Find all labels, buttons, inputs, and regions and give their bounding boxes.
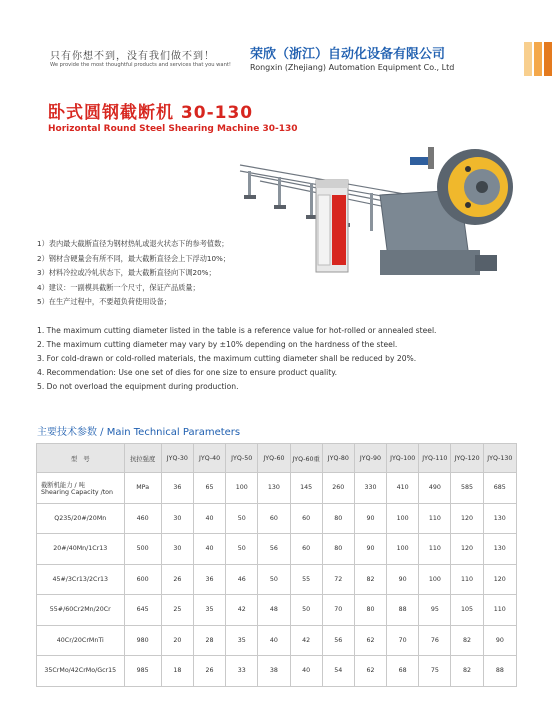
table-cell: 105 [451,595,483,626]
product-title-en: Horizontal Round Steel Shearing Machine 30-130 [48,124,298,134]
notes-en [37,324,436,394]
table-cell: 460 [124,503,161,534]
row-label [37,534,125,565]
row-label-text: 45#/3Cr13/2Cr13 [52,575,109,583]
company-name-en: Rongxin (Zhejiang) Automation Equipment Co., Ltd [250,63,455,72]
table-cell: 88 [387,595,419,626]
table-header-cell: JYQ-30 [161,444,193,473]
row-label-text: 35CrMo/42CrMo/Gcr15 [44,667,117,675]
table-cell: 60 [290,503,322,534]
table-cell: 685 [483,473,516,504]
machine-photo [230,135,530,285]
row-label [37,564,125,595]
slogan-en: We provide the most thoughtful products and services that you want! [50,62,232,68]
note-cn-item: 3）材料冷拉或冷轧状态下，最大截断直径向下调20%； [37,268,216,277]
table-header-cell: 型 号 [37,444,125,473]
table-header-cell: 抗拉强度 [124,444,161,473]
table-cell: 260 [322,473,354,504]
row-label-text: 40Cr/20CrMnTi [56,636,104,644]
table-header-cell: JYQ-80 [322,444,354,473]
table-header-cell: JYQ-110 [419,444,451,473]
row-label [37,503,125,534]
table-row [37,656,517,687]
table-cell: 90 [354,534,386,565]
table-cell: 20 [161,625,193,656]
note-en-item: 5. Do not overload the equipment during production. [37,382,239,391]
table-cell: 410 [387,473,419,504]
table-cell: 40 [193,534,225,565]
table-cell: 26 [161,564,193,595]
row-label-text: 截断机能力 / 吨 [41,481,85,489]
table-cell: 980 [124,625,161,656]
table-cell: 25 [161,595,193,626]
table-cell: 80 [322,534,354,565]
table-cell: 54 [322,656,354,687]
table-cell: 585 [451,473,483,504]
table-cell: 110 [451,564,483,595]
table-cell: 330 [354,473,386,504]
table-cell: 50 [226,534,258,565]
row-label [37,656,125,687]
table-cell: 100 [387,534,419,565]
table-cell: 82 [451,656,483,687]
table-cell: 36 [161,473,193,504]
table-cell: 130 [483,503,516,534]
row-label [37,595,125,626]
table-cell: 62 [354,656,386,687]
table-row [37,503,517,534]
table-header-cell: JYQ-100 [387,444,419,473]
company-name-cn: 荣欣（浙江）自动化设备有限公司 [250,47,446,62]
table-cell: 985 [124,656,161,687]
row-label-text-en: Shearing Capacity /ton [41,488,114,496]
table-cell: 60 [258,503,290,534]
table-cell: 70 [387,625,419,656]
note-cn-item: 5）在生产过程中，不要超负荷使用设备； [37,297,171,306]
table-header-row [37,444,517,473]
table-cell: 120 [451,534,483,565]
table-header-cell: JYQ-120 [451,444,483,473]
table-cell: 95 [419,595,451,626]
table-cell: 130 [258,473,290,504]
table-cell: 38 [258,656,290,687]
table-cell: 65 [193,473,225,504]
note-cn-item: 4）建议：一副模具截断一个尺寸，保证产品质量； [37,282,200,292]
table-cell: 30 [161,503,193,534]
table-cell: 72 [322,564,354,595]
note-en-item: 1. The maximum cutting diameter listed in the table is a reference value for hot-rolled or annealed steel. [37,326,437,335]
table-cell: 55 [290,564,322,595]
table-cell: 145 [290,473,322,504]
table-header-cell: JYQ-50 [226,444,258,473]
table-row [37,564,517,595]
table-cell: 42 [290,625,322,656]
table-cell: 80 [322,503,354,534]
table-cell: 40 [193,503,225,534]
table-cell: 645 [124,595,161,626]
table-cell: 80 [354,595,386,626]
table-cell: 46 [226,564,258,595]
table-cell: 50 [290,595,322,626]
table-cell: 90 [387,564,419,595]
table-cell: 35 [226,625,258,656]
table-cell: 130 [483,534,516,565]
table-cell: 110 [419,503,451,534]
table-cell: 600 [124,564,161,595]
product-title-cn: 卧式圆钢截断机 30-130 [48,103,254,123]
table-cell: 68 [387,656,419,687]
table-cell: MPa [124,473,161,504]
table-cell: 28 [193,625,225,656]
table-cell: 26 [193,656,225,687]
table-cell: 36 [193,564,225,595]
table-cell: 33 [226,656,258,687]
row-label-text: 20#/40Mn/1Cr13 [53,545,108,553]
row-label-text: 55#/60Cr2Mn/20Cr [49,606,111,614]
table-cell: 76 [419,625,451,656]
table-cell: 120 [451,503,483,534]
table-cell: 500 [124,534,161,565]
table-cell: 82 [451,625,483,656]
table-cell: 50 [226,503,258,534]
table-cell: 110 [419,534,451,565]
row-label [37,473,125,504]
table-header-cell: JYQ-90 [354,444,386,473]
table-cell: 490 [419,473,451,504]
table-cell: 56 [322,625,354,656]
note-en-item: 3. For cold-drawn or cold-rolled materials, the maximum cutting diameter shall be reduced by 20%. [37,354,417,363]
table-cell: 100 [419,564,451,595]
table-row [37,473,517,504]
table-cell: 75 [419,656,451,687]
notes-cn [37,237,230,310]
table-header-cell: JYQ-130 [483,444,516,473]
table-cell: 30 [161,534,193,565]
note-cn-item: 2）钢材含硬量会有所不同，最大截断直径会上下浮动10%； [37,253,231,263]
slogan-cn: 只有你想不到，没有我们做不到！ [50,51,215,62]
brand-stripes [522,42,552,76]
table-cell: 100 [387,503,419,534]
table-cell: 18 [161,656,193,687]
table-cell: 60 [290,534,322,565]
table-header-cell: JYQ-60 [258,444,290,473]
table-row [37,534,517,565]
table-header-cell: JYQ-60重 [290,444,322,473]
row-label-text: Q235/20#/20Mn [54,514,107,522]
table-cell: 82 [354,564,386,595]
table-header-cell: JYQ-40 [193,444,225,473]
table-cell: 90 [483,625,516,656]
note-en-item: 2. The maximum cutting diameter may vary by ±10% depending on the hardness of the steel. [37,340,398,349]
table-cell: 120 [483,564,516,595]
table-cell: 40 [258,625,290,656]
note-cn-item: 1）表内最大截断直径为钢材热轧或退火状态下的参考值数； [37,239,229,248]
table-cell: 90 [354,503,386,534]
table-cell: 48 [258,595,290,626]
table-cell: 50 [258,564,290,595]
table-cell: 110 [483,595,516,626]
table-cell: 56 [258,534,290,565]
table-cell: 62 [354,625,386,656]
table-cell: 70 [322,595,354,626]
row-label [37,625,125,656]
tech-params-title: 主要技术参数 ∕ Main Technical Parameters [37,427,241,438]
table-row [37,625,517,656]
table-row [37,595,517,626]
table-cell: 88 [483,656,516,687]
table-cell: 100 [226,473,258,504]
note-en-item: 4. Recommendation: Use one set of dies for one size to ensure product quality. [37,368,338,377]
table-cell: 35 [193,595,225,626]
table-cell: 40 [290,656,322,687]
table-cell: 42 [226,595,258,626]
spec-table [36,443,517,687]
